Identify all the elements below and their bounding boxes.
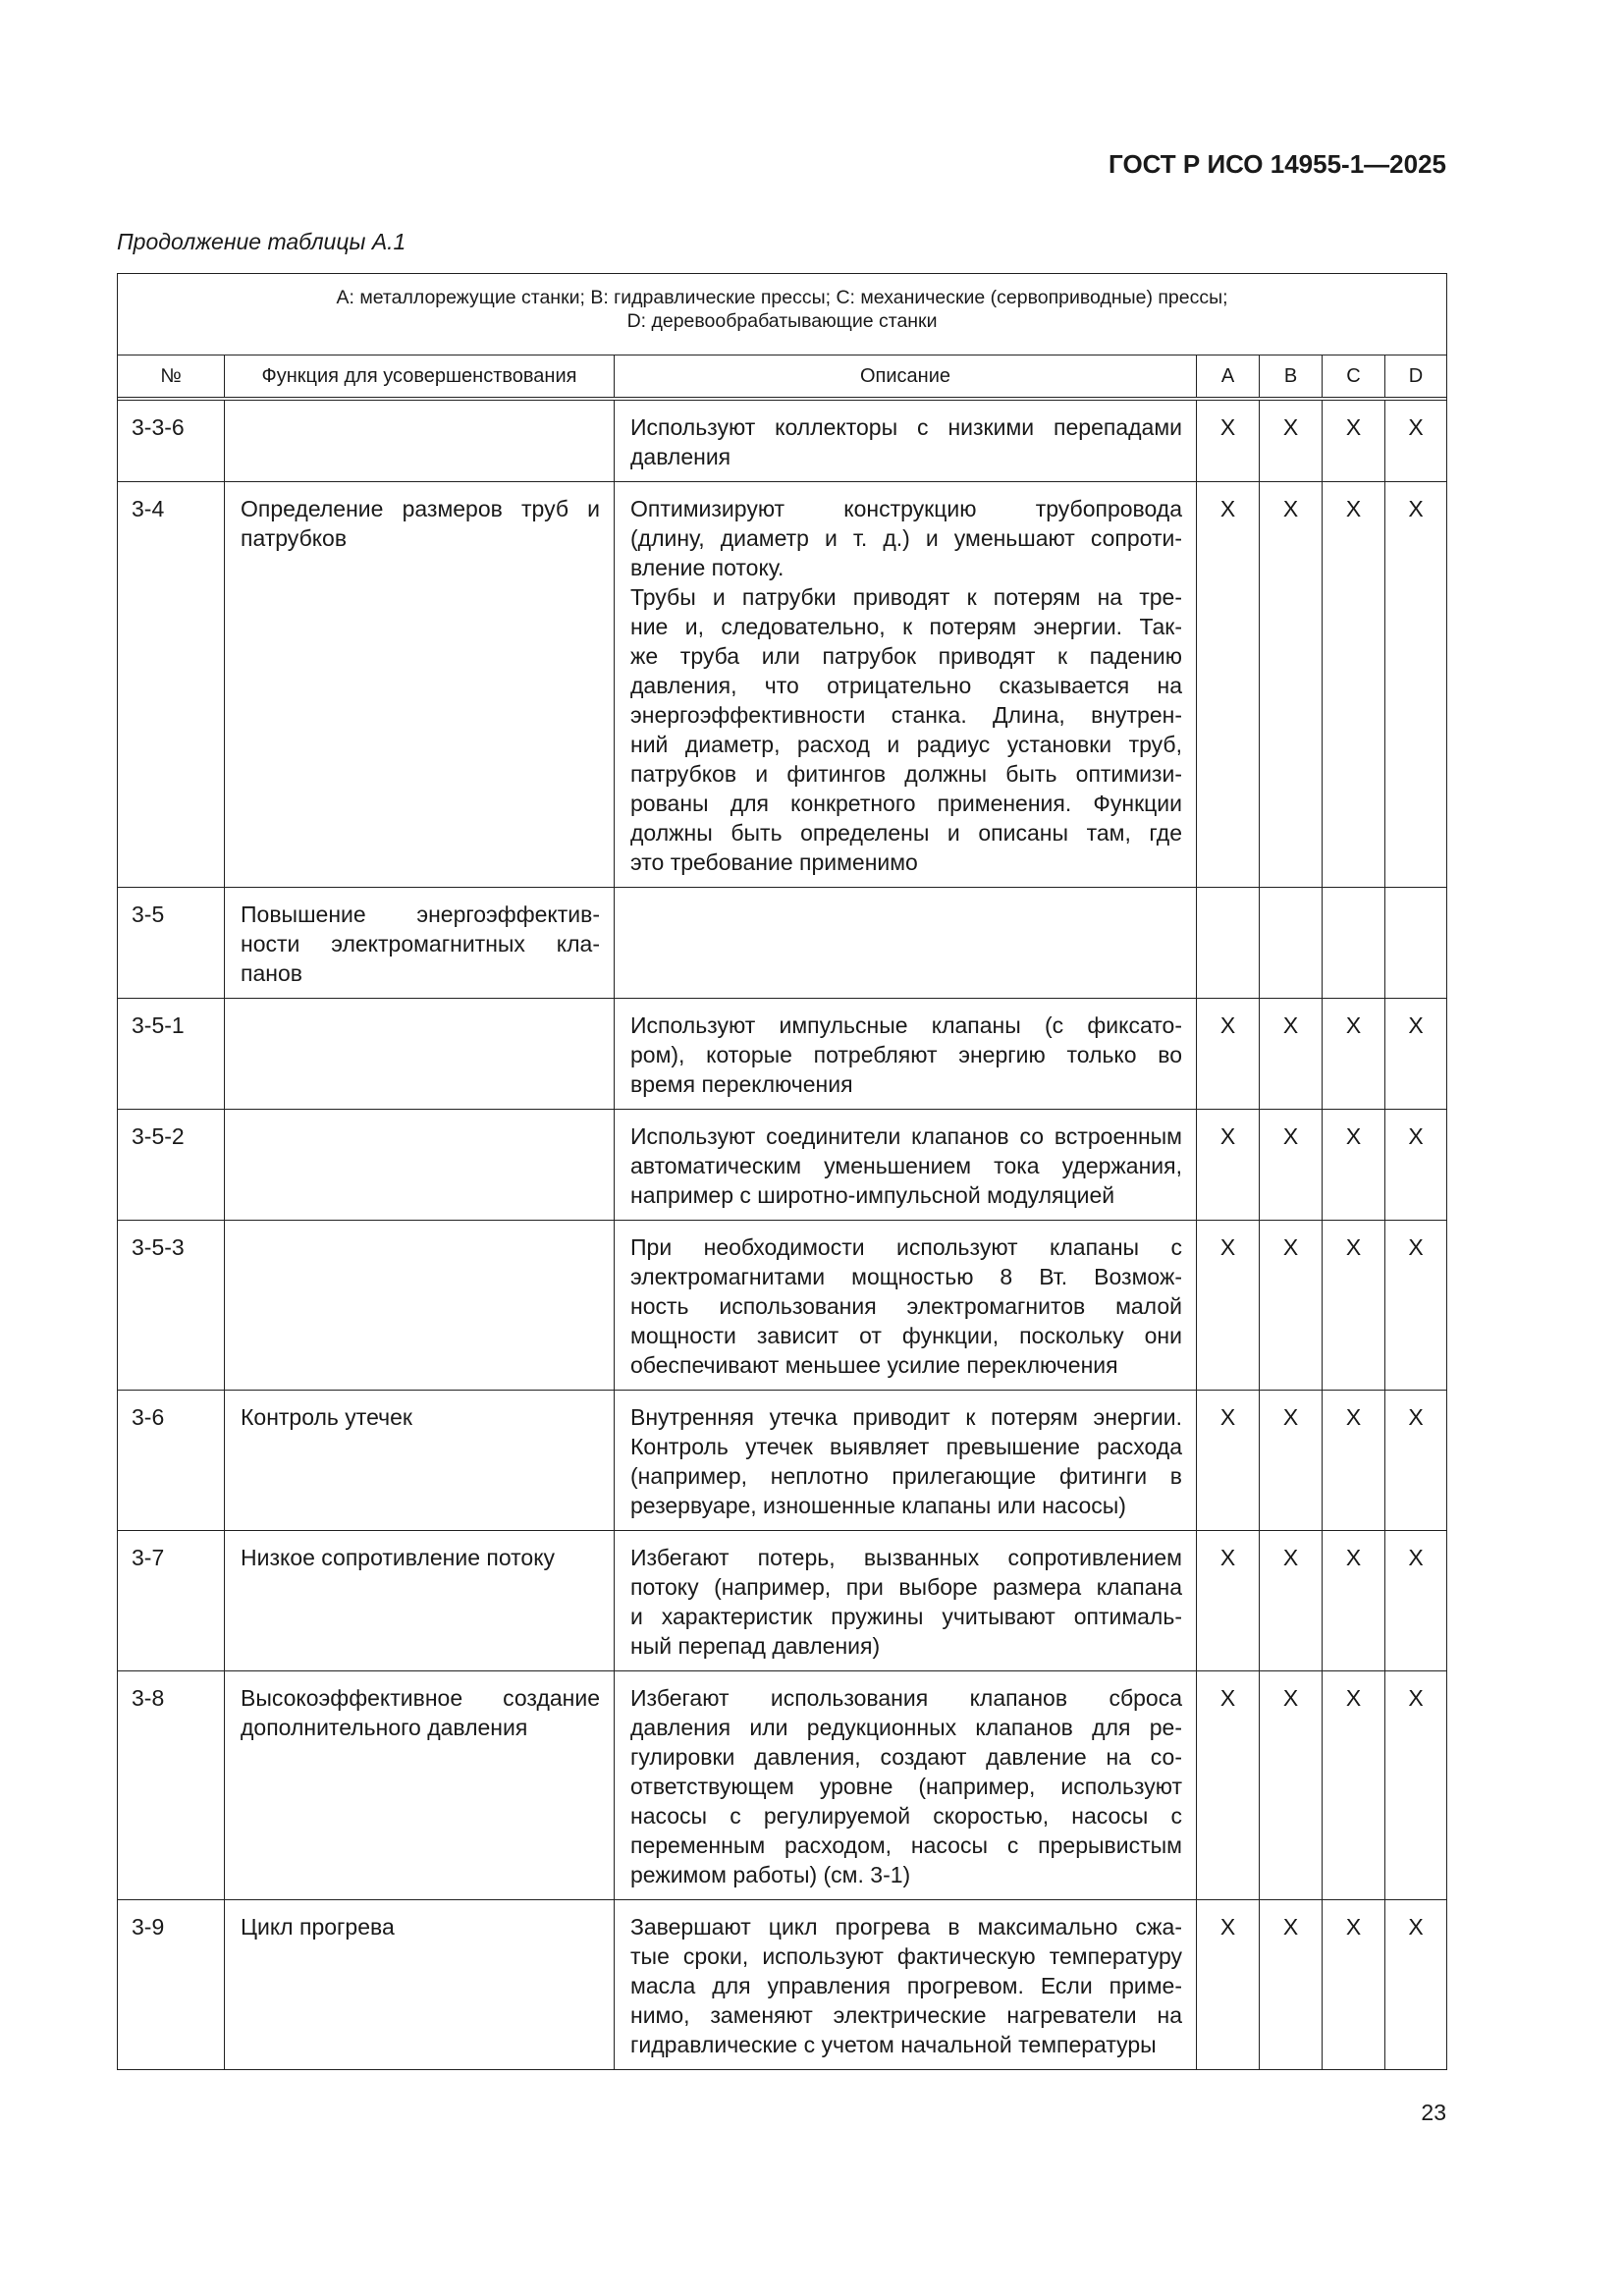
description-line: рованы для конкретного применения. Функции — [630, 791, 1182, 816]
function-line: Определение размеров труб и — [241, 496, 600, 521]
table-row — [118, 401, 1447, 482]
cell-function — [225, 1531, 615, 1671]
document-code: ГОСТ Р ИСО 14955-1—2025 — [1109, 149, 1446, 179]
description-line: Используют коллекторы с низкими перепадами — [630, 414, 1182, 440]
legend-line: А: металлорежущие станки; В: гидравлические прессы; С: механические (сервоприводные) прессы; — [336, 287, 1228, 308]
cell-mark-a: X — [1197, 401, 1260, 482]
function-line: панов — [241, 960, 302, 986]
description-line: автоматическим уменьшением тока удержания, — [630, 1153, 1182, 1178]
description-line: Контроль утечек выявляет превышение расхода — [630, 1434, 1182, 1459]
cell-description — [615, 999, 1197, 1110]
table-caption: Продолжение таблицы А.1 — [117, 229, 406, 254]
function-line: Высокоэффективное создание — [241, 1685, 600, 1711]
description-line: Избегают потерь, вызванных сопротивлением — [630, 1545, 1182, 1570]
description-line: Трубы и патрубки приводят к потерям на тре- — [630, 584, 1182, 610]
function-line: патрубков — [241, 525, 348, 551]
function-line: Цикл прогрева — [241, 1914, 395, 1940]
cell-function — [225, 401, 615, 482]
description-line: электромагнитами мощностью 8 Вт. Возмож- — [630, 1264, 1182, 1289]
table-row — [118, 1221, 1447, 1391]
cell-mark-d: X — [1385, 1671, 1447, 1900]
cell-mark-b: X — [1260, 1900, 1323, 2070]
column-header-c: C — [1323, 355, 1385, 398]
cell-mark-d: X — [1385, 1221, 1447, 1391]
description-line: ность использования электромагнитов малой — [630, 1293, 1182, 1319]
cell-description — [615, 482, 1197, 888]
description-line: давления, что отрицательно сказывается на — [630, 673, 1182, 698]
table-row — [118, 1900, 1447, 2070]
cell-function — [225, 999, 615, 1110]
column-header-function: Функция для усовершенствования — [225, 355, 615, 398]
description-line: гидравлические с учетом начальной температуры — [630, 2032, 1157, 2057]
description-line: обеспечивают меньшее усилие переключения — [630, 1352, 1118, 1378]
cell-mark-a — [1197, 888, 1260, 999]
cell-number: 3-3-6 — [118, 401, 225, 482]
description-line: время переключения — [630, 1071, 853, 1097]
function-line: Низкое сопротивление потоку — [241, 1545, 556, 1570]
cell-mark-c: X — [1323, 999, 1385, 1110]
column-header-num: № — [118, 355, 225, 398]
cell-mark-b: X — [1260, 1671, 1323, 1900]
description-line: потоку (например, при выборе размера клапана — [630, 1574, 1182, 1600]
description-line: мощности зависит от функции, поскольку они — [630, 1323, 1182, 1348]
table-row — [118, 999, 1447, 1110]
cell-number: 3-8 — [118, 1671, 225, 1900]
cell-number: 3-5-3 — [118, 1221, 225, 1391]
cell-function — [225, 1110, 615, 1221]
cell-function — [225, 1391, 615, 1531]
description-line: гулировки давления, создают давление на со- — [630, 1744, 1182, 1770]
cell-mark-b: X — [1260, 1531, 1323, 1671]
description-line: Оптимизируют конструкцию трубопровода — [630, 496, 1182, 521]
cell-function — [225, 482, 615, 888]
cell-mark-c: X — [1323, 1110, 1385, 1221]
cell-mark-c: X — [1323, 1900, 1385, 2070]
cell-description — [615, 401, 1197, 482]
function-line: дополнительного давления — [241, 1715, 528, 1740]
cell-mark-b: X — [1260, 401, 1323, 482]
description-line: Избегают использования клапанов сброса — [630, 1685, 1182, 1711]
description-line: насосы с регулируемой скоростью, насосы с — [630, 1803, 1182, 1829]
cell-mark-d: X — [1385, 482, 1447, 888]
cell-number: 3-6 — [118, 1391, 225, 1531]
table-row — [118, 888, 1447, 999]
cell-description — [615, 1531, 1197, 1671]
column-header-row — [118, 355, 1447, 398]
cell-mark-b — [1260, 888, 1323, 999]
description-line: (например, неплотно прилегающие фитинги в — [630, 1463, 1182, 1489]
table-row — [118, 1110, 1447, 1221]
page-number: 23 — [1421, 2100, 1446, 2125]
description-line: Завершают цикл прогрева в максимально сжа- — [630, 1914, 1182, 1940]
description-line: Внутренняя утечка приводит к потерям энергии. — [630, 1404, 1182, 1430]
cell-description — [615, 1671, 1197, 1900]
cell-mark-a: X — [1197, 1671, 1260, 1900]
function-line: Повышение энергоэффектив- — [241, 902, 600, 927]
description-line: Используют соединители клапанов со встроенным — [630, 1123, 1182, 1149]
cell-mark-b: X — [1260, 482, 1323, 888]
cell-mark-d: X — [1385, 1531, 1447, 1671]
cell-number: 3-5-2 — [118, 1110, 225, 1221]
description-line: (длину, диаметр и т. д.) и уменьшают сопроти- — [630, 525, 1182, 551]
cell-number: 3-4 — [118, 482, 225, 888]
cell-description — [615, 1221, 1197, 1391]
cell-description — [615, 1110, 1197, 1221]
function-line: Контроль утечек — [241, 1404, 412, 1430]
legend-row — [118, 274, 1447, 355]
cell-mark-d: X — [1385, 1900, 1447, 2070]
description-line: ный перепад давления) — [630, 1633, 881, 1659]
table-row — [118, 1531, 1447, 1671]
description-line: При необходимости используют клапаны с — [630, 1234, 1182, 1260]
cell-number: 3-7 — [118, 1531, 225, 1671]
cell-function — [225, 888, 615, 999]
description-line: же труба или патрубок приводят к падению — [630, 643, 1182, 669]
cell-mark-b: X — [1260, 1110, 1323, 1221]
column-header-b: B — [1260, 355, 1323, 398]
description-line: переменным расходом, насосы с прерывистым — [630, 1832, 1182, 1858]
description-line: и характеристик пружины учитывают оптималь- — [630, 1604, 1182, 1629]
cell-mark-a: X — [1197, 999, 1260, 1110]
column-header-a: A — [1197, 355, 1260, 398]
cell-description — [615, 1900, 1197, 2070]
description-line: например с широтно-импульсной модуляцией — [630, 1182, 1115, 1208]
cell-mark-a: X — [1197, 1110, 1260, 1221]
table-row — [118, 482, 1447, 888]
cell-function — [225, 1671, 615, 1900]
cell-mark-a: X — [1197, 482, 1260, 888]
cell-mark-d: X — [1385, 999, 1447, 1110]
cell-mark-c: X — [1323, 1671, 1385, 1900]
cell-mark-c: X — [1323, 1391, 1385, 1531]
description-line: нимо, заменяют электрические нагреватели на — [630, 2002, 1182, 2028]
cell-description — [615, 1391, 1197, 1531]
cell-number: 3-9 — [118, 1900, 225, 2070]
description-line: ний диаметр, расход и радиус установки труб, — [630, 732, 1182, 757]
cell-mark-c: X — [1323, 1531, 1385, 1671]
description-line: резервуаре, изношенные клапаны или насосы) — [630, 1493, 1126, 1518]
cell-mark-d: X — [1385, 1110, 1447, 1221]
description-line: ответствующем уровне (например, используют — [630, 1774, 1182, 1799]
cell-mark-a: X — [1197, 1900, 1260, 2070]
table-row — [118, 1391, 1447, 1531]
column-header-description: Описание — [615, 355, 1197, 398]
cell-mark-a: X — [1197, 1531, 1260, 1671]
description-line: энергоэффективности станка. Длина, внутрен- — [630, 702, 1182, 728]
cell-mark-a: X — [1197, 1221, 1260, 1391]
cell-mark-b: X — [1260, 1391, 1323, 1531]
description-line: ром), которые потребляют энергию только во — [630, 1042, 1182, 1067]
cell-mark-c — [1323, 888, 1385, 999]
description-line: патрубков и фитингов должны быть оптимизи- — [630, 761, 1182, 787]
cell-function — [225, 1221, 615, 1391]
description-line: должны быть определены и описаны там, где — [630, 820, 1182, 846]
cell-mark-d: X — [1385, 401, 1447, 482]
cell-number: 3-5 — [118, 888, 225, 999]
table-row — [118, 1671, 1447, 1900]
cell-mark-d: X — [1385, 1391, 1447, 1531]
description-line: масла для управления прогревом. Если приме- — [630, 1973, 1182, 1998]
cell-mark-b: X — [1260, 1221, 1323, 1391]
description-line: давления или редукционных клапанов для ре- — [630, 1715, 1182, 1740]
cell-mark-d — [1385, 888, 1447, 999]
description-line: режимом работы) (см. 3-1) — [630, 1862, 911, 1887]
cell-mark-b: X — [1260, 999, 1323, 1110]
description-line: Используют импульсные клапаны (с фиксато- — [630, 1012, 1182, 1038]
function-line: ности электромагнитных кла- — [241, 931, 600, 957]
machine-type-legend — [118, 274, 1447, 355]
description-line: давления — [630, 444, 731, 469]
description-line: тые сроки, используют фактическую температуру — [630, 1943, 1182, 1969]
cell-mark-a: X — [1197, 1391, 1260, 1531]
cell-mark-c: X — [1323, 401, 1385, 482]
cell-mark-c: X — [1323, 482, 1385, 888]
cell-mark-c: X — [1323, 1221, 1385, 1391]
requirements-table — [117, 273, 1447, 2070]
cell-description — [615, 888, 1197, 999]
legend-line: D: деревообрабатывающие станки — [626, 310, 938, 332]
description-line: это требование применимо — [630, 849, 918, 875]
column-header-d: D — [1385, 355, 1447, 398]
description-line: вление потоку. — [630, 555, 784, 580]
table-body — [118, 401, 1447, 2070]
cell-function — [225, 1900, 615, 2070]
cell-number: 3-5-1 — [118, 999, 225, 1110]
description-line: ние и, следовательно, к потерям энергии. Так- — [630, 614, 1182, 639]
